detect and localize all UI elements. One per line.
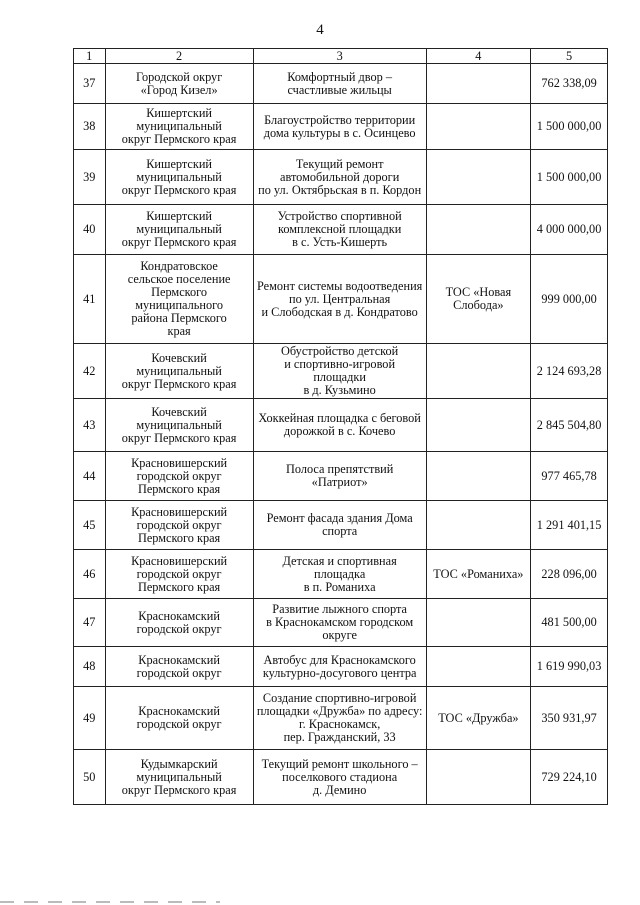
row-number-cell: 46: [74, 550, 106, 599]
table-row: [74, 501, 608, 550]
table-row: [74, 255, 608, 344]
municipality-cell: Кишертский муниципальный округ Пермского края: [105, 104, 253, 150]
municipality-cell: Краснокамский городской округ: [105, 687, 253, 750]
scan-artifact: [0, 901, 220, 903]
project-name-cell: Создание спортивно-игровой площадки «Дружба» по адресу: г. Краснокамск, пер. Гражданский, 33: [253, 687, 426, 750]
tos-name-cell: [426, 399, 531, 452]
row-number-cell: 37: [74, 64, 106, 104]
project-name-cell: Комфортный двор – счастливые жильцы: [253, 64, 426, 104]
tos-name-cell: [426, 750, 531, 805]
row-number-cell: 47: [74, 599, 106, 647]
tos-name-cell: [426, 599, 531, 647]
tos-name-cell: [426, 647, 531, 687]
project-name-cell: Детская и спортивная площадка в п. Романиха: [253, 550, 426, 599]
row-number-cell: 40: [74, 205, 106, 255]
row-number-cell: 49: [74, 687, 106, 750]
table-row: [74, 344, 608, 399]
municipality-cell: Краснокамский городской округ: [105, 599, 253, 647]
municipality-cell: Кишертский муниципальный округ Пермского края: [105, 150, 253, 205]
amount-cell: 762 338,09: [531, 64, 608, 104]
amount-cell: 1 500 000,00: [531, 150, 608, 205]
table-row: [74, 150, 608, 205]
table-row: [74, 104, 608, 150]
tos-name-cell: ТОС «Романиха»: [426, 550, 531, 599]
table-row: [74, 452, 608, 501]
amount-cell: 4 000 000,00: [531, 205, 608, 255]
table-row: [74, 205, 608, 255]
amount-cell: 1 500 000,00: [531, 104, 608, 150]
table-row: [74, 647, 608, 687]
tos-name-cell: [426, 452, 531, 501]
project-name-cell: Текущий ремонт автомобильной дороги по ул. Октябрьская в п. Кордон: [253, 150, 426, 205]
amount-cell: 228 096,00: [531, 550, 608, 599]
municipality-cell: Красновишерский городской округ Пермского края: [105, 550, 253, 599]
header-col-1: 1: [74, 49, 106, 64]
project-name-cell: Текущий ремонт школьного – поселкового стадиона д. Демино: [253, 750, 426, 805]
table-row: [74, 64, 608, 104]
amount-cell: 350 931,97: [531, 687, 608, 750]
tos-name-cell: ТОС «Дружба»: [426, 687, 531, 750]
project-name-cell: Развитие лыжного спорта в Краснокамском городском округе: [253, 599, 426, 647]
row-number-cell: 41: [74, 255, 106, 344]
tos-name-cell: [426, 64, 531, 104]
row-number-cell: 50: [74, 750, 106, 805]
tos-name-cell: [426, 104, 531, 150]
table-row: [74, 750, 608, 805]
project-name-cell: Благоустройство территории дома культуры в с. Осинцево: [253, 104, 426, 150]
row-number-cell: 39: [74, 150, 106, 205]
amount-cell: 2 845 504,80: [531, 399, 608, 452]
project-name-cell: Полоса препятствий «Патриот»: [253, 452, 426, 501]
header-col-4: 4: [426, 49, 531, 64]
row-number-cell: 43: [74, 399, 106, 452]
project-name-cell: Устройство спортивной комплексной площадки в с. Усть-Кишерть: [253, 205, 426, 255]
row-number-cell: 38: [74, 104, 106, 150]
municipality-cell: Кондратовское сельское поселение Пермского муниципального района Пермского края: [105, 255, 253, 344]
municipality-cell: Кочевский муниципальный округ Пермского края: [105, 399, 253, 452]
amount-cell: 1 619 990,03: [531, 647, 608, 687]
municipality-cell: Кудымкарский муниципальный округ Пермского края: [105, 750, 253, 805]
row-number-cell: 48: [74, 647, 106, 687]
municipality-cell: Краснокамский городской округ: [105, 647, 253, 687]
amount-cell: 2 124 693,28: [531, 344, 608, 399]
row-number-cell: 45: [74, 501, 106, 550]
page-number: 4: [316, 22, 324, 38]
header-col-2: 2: [105, 49, 253, 64]
row-number-cell: 44: [74, 452, 106, 501]
header-col-3: 3: [253, 49, 426, 64]
tos-name-cell: [426, 501, 531, 550]
table-row: [74, 550, 608, 599]
tos-name-cell: ТОС «Новая Слобода»: [426, 255, 531, 344]
table-row: [74, 687, 608, 750]
municipality-cell: Красновишерский городской округ Пермского края: [105, 501, 253, 550]
amount-cell: 977 465,78: [531, 452, 608, 501]
tos-name-cell: [426, 150, 531, 205]
header-row: [74, 49, 608, 64]
municipality-cell: Городской округ «Город Кизел»: [105, 64, 253, 104]
tos-name-cell: [426, 205, 531, 255]
tos-name-cell: [426, 344, 531, 399]
municipality-cell: Кочевский муниципальный округ Пермского края: [105, 344, 253, 399]
municipality-cell: Красновишерский городской округ Пермского края: [105, 452, 253, 501]
header-col-5: 5: [531, 49, 608, 64]
table-row: [74, 599, 608, 647]
amount-cell: 999 000,00: [531, 255, 608, 344]
table-body: [74, 64, 608, 805]
funding-table: [73, 48, 608, 805]
table-row: [74, 399, 608, 452]
amount-cell: 481 500,00: [531, 599, 608, 647]
amount-cell: 729 224,10: [531, 750, 608, 805]
project-name-cell: Автобус для Краснокамского культурно-досугового центра: [253, 647, 426, 687]
project-name-cell: Ремонт фасада здания Дома спорта: [253, 501, 426, 550]
project-name-cell: Обустройство детской и спортивно-игровой площадки в д. Кузьмино: [253, 344, 426, 399]
project-name-cell: Хоккейная площадка с беговой дорожкой в с. Кочево: [253, 399, 426, 452]
amount-cell: 1 291 401,15: [531, 501, 608, 550]
municipality-cell: Кишертский муниципальный округ Пермского края: [105, 205, 253, 255]
project-name-cell: Ремонт системы водоотведения по ул. Центральная и Слободская в д. Кондратово: [253, 255, 426, 344]
row-number-cell: 42: [74, 344, 106, 399]
